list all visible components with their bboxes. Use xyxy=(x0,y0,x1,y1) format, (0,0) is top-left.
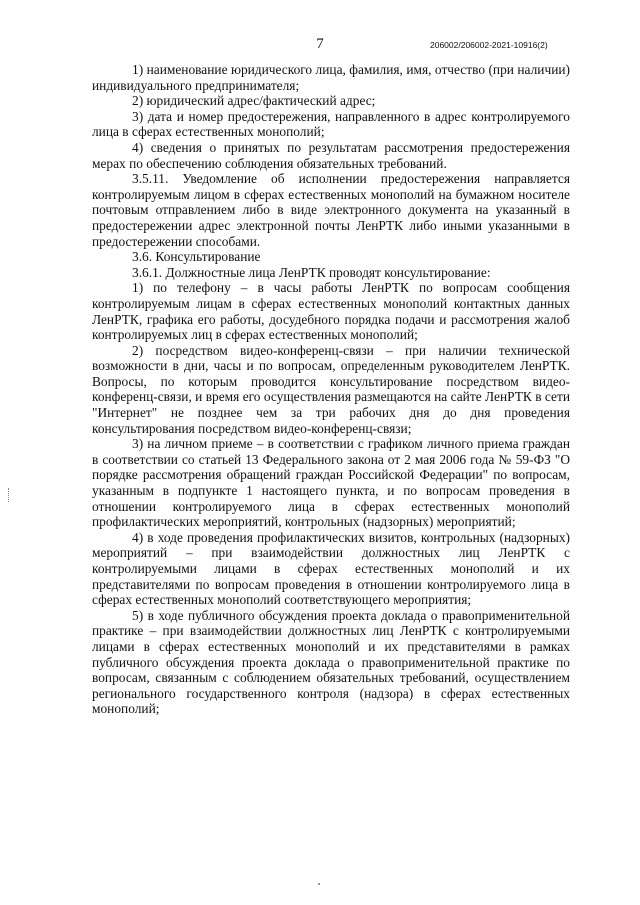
paragraph: 3.6.1. Должностные лица ЛенРТК проводят консультирование: xyxy=(132,264,491,280)
list-item: 3) на личном приеме – в соответствии с графиком личного приема граждан в соответствии со статьей 13 Федерального закона от 2 мая 2006 года № 59-ФЗ "О порядке рассмотрения обращений граждан Российской Федерации" по вопросам, указанным в подпункте 1 настоящего пункта, и по вопросам проведения в отношении контролируемого лица в сферах естественных монополий профилактических мероприятий, контрольных (надзорных) мероприятий; xyxy=(92,436,570,530)
document-body xyxy=(92,62,570,717)
paragraph: 4) сведения о принятых по результатам рассмотрения предостережения мерах по обеспечению соблюдения обязательных требований. xyxy=(92,139,570,171)
list-item: 2) посредством видео-конференц-связи – при наличии технической возможности в дни, часы и по вопросам, определенным руководителем ЛенРТК. Вопросы, по которым проводится консультирование посредством видео-конференц-связи, и время его осуществления размещаются на сайте ЛенРТК в сети "Интернет" не позднее чем за три рабочих дня до дня проведения консультирования посредством видео-конференц-связи; xyxy=(92,342,570,436)
margin-mark xyxy=(8,488,11,502)
document-code: 206002/206002-2021-10916(2) xyxy=(430,40,548,50)
paragraph: 2) юридический адрес/фактический адрес; xyxy=(132,93,376,109)
section-heading: 3.6. Консультирование xyxy=(132,249,261,265)
paragraph: 3) дата и номер предостережения, направленного в адрес контролируемого лица в сферах естественных монополий; xyxy=(92,108,570,140)
scan-speck xyxy=(318,883,320,885)
paragraph: 3.5.11. Уведомление об исполнении предостережения направляется контролируемым лицом в сферах естественных монополий на бумажном носителе почтовым отправлением либо в виде электронного документа на указанный в предостережении адрес электронной почты ЛенРТК либо иными указанными в предостережении способами. xyxy=(92,171,570,249)
list-item: 4) в ходе проведения профилактических визитов, контрольных (надзорных) мероприятий – при взаимодействии должностных лиц ЛенРТК с контролируемыми лицами в сферах естественных монополий и их представителями по вопросам проведения в отношении контролируемого лица в сферах естественных монополий соответствующего мероприятия; xyxy=(92,529,570,608)
list-item: 1) по телефону – в часы работы ЛенРТК по вопросам сообщения контролируемым лицам в сферах естественных монополий контактных данных ЛенРТК, графика его работы, досудебного порядка подачи и рассмотрения жалоб контролируемых лиц в сферах естественных монополий; xyxy=(92,280,570,343)
page-number: 7 xyxy=(316,36,324,52)
paragraph: 1) наименование юридического лица, фамилия, имя, отчество (при наличии) индивидуального предпринимателя; xyxy=(92,62,570,93)
list-item: 5) в ходе публичного обсуждения проекта доклада о правоприменительной практике – при взаимодействии должностных лиц ЛенРТК с контролируемыми лицами в сферах естественных монополий и их представителями в рамках публичного обсуждения проекта доклада о правоприменительной практике по вопросам, связанным с соблюдением обязательных требований, осуществлением регионального государственного контроля (надзора) в сферах естественных монополий; xyxy=(92,607,570,717)
